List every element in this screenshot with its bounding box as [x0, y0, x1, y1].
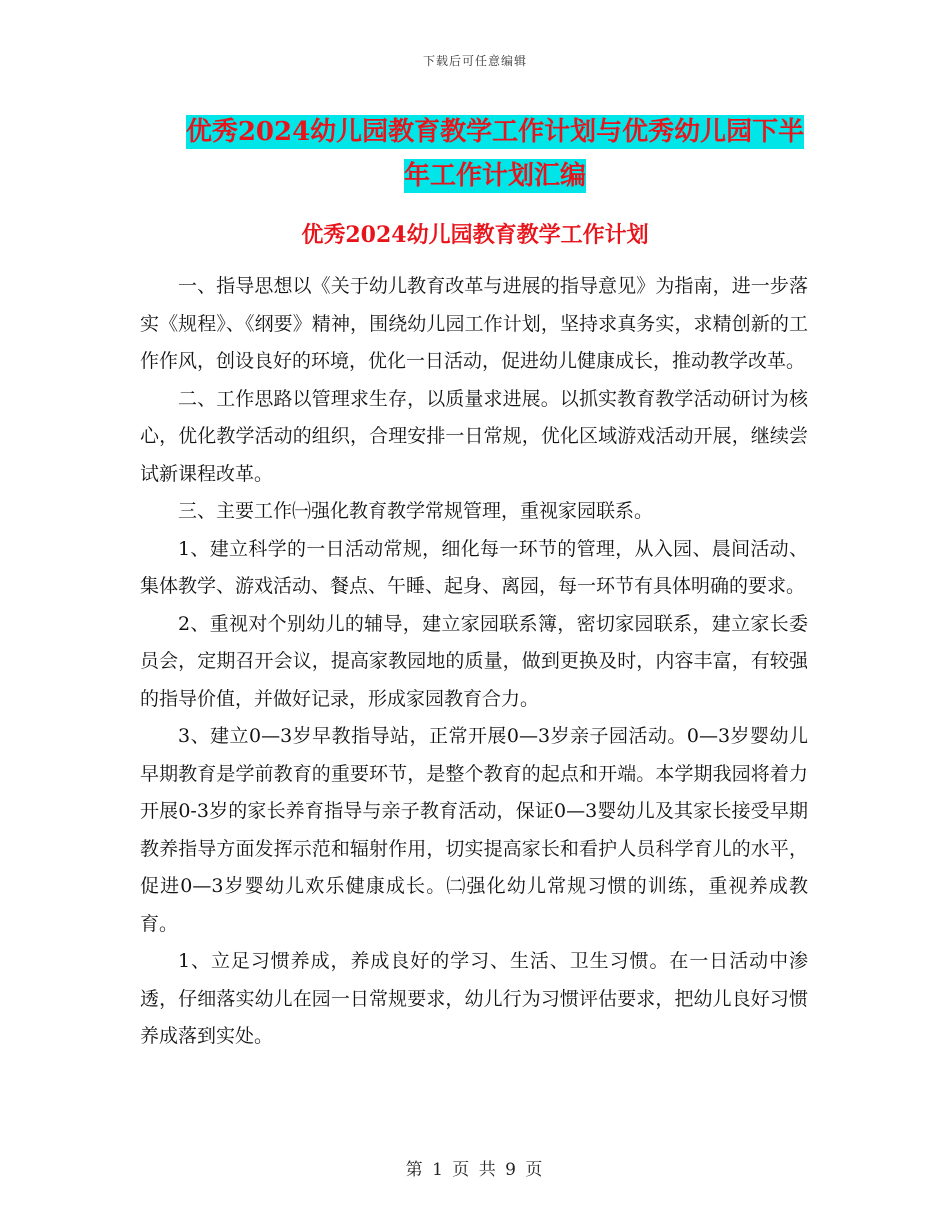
- paragraph: 1、立足习惯养成，养成良好的学习、生活、卫生习惯。在一日活动中渗透，仔细落实幼儿在园一日常规要求，幼儿行为习惯评估要求，把幼儿良好习惯养成落到实处。: [140, 950, 808, 1047]
- paragraph: 三、主要工作㈠强化教育教学常规管理，重视家园联系。: [178, 500, 654, 522]
- section-title: 优秀2024幼儿园教育教学工作计划: [301, 222, 649, 248]
- page-number: 第 1 页 共 9 页: [405, 1160, 545, 1180]
- header-note: 下载后可任意编辑: [422, 54, 527, 68]
- paragraph: 1、建立科学的一日活动常规，细化每一环节的管理，从入园、晨间活动、集体教学、游戏活动、餐点、午睡、起身、离园，每一环节有具体明确的要求。: [140, 537, 808, 597]
- document-title-line-1: 优秀2024幼儿园教育教学工作计划与优秀幼儿园下半: [185, 117, 805, 147]
- document-title-line-2: 年工作计划汇编: [403, 161, 586, 191]
- paragraph: 一、指导思想以《关于幼儿教育改革与进展的指导意见》为指南，进一步落实《规程》、《纲要》精神，围绕幼儿园工作计划，坚持求真务实，求精创新的工作作风，创设良好的环境，优化一日活动，促进幼儿健康成长，推动教学改革。: [140, 275, 808, 372]
- document-title: [140, 110, 850, 198]
- paragraph: 3、建立0—3岁早教指导站，正常开展0—3岁亲子园活动。0—3岁婴幼儿早期教育是学前教育的重要环节，是整个教育的起点和开端。本学期我园将着力开展0-3岁的家长养育指导与亲子教育活动，保证0—3婴幼儿及其家长接受早期教养指导方面发挥示范和辐射作用，切实提高家长和看护人员科学育儿的水平，促进0—3岁婴幼儿欢乐健康成长。㈡强化幼儿常规习惯的训练，重视养成教育。: [140, 725, 808, 935]
- paragraph: 二、工作思路以管理求生存，以质量求进展。以抓实教育教学活动研讨为核心，优化教学活动的组织，合理安排一日常规，优化区域游戏活动开展，继续尝试新课程改革。: [140, 387, 808, 485]
- paragraph: 2、重视对个别幼儿的辅导，建立家园联系簿，密切家园联系，建立家长委员会，定期召开会议，提高家教园地的质量，做到更换及时，内容丰富，有较强的指导价值，并做好记录，形成家园教育合力。: [140, 612, 808, 710]
- document-body: [140, 268, 808, 1056]
